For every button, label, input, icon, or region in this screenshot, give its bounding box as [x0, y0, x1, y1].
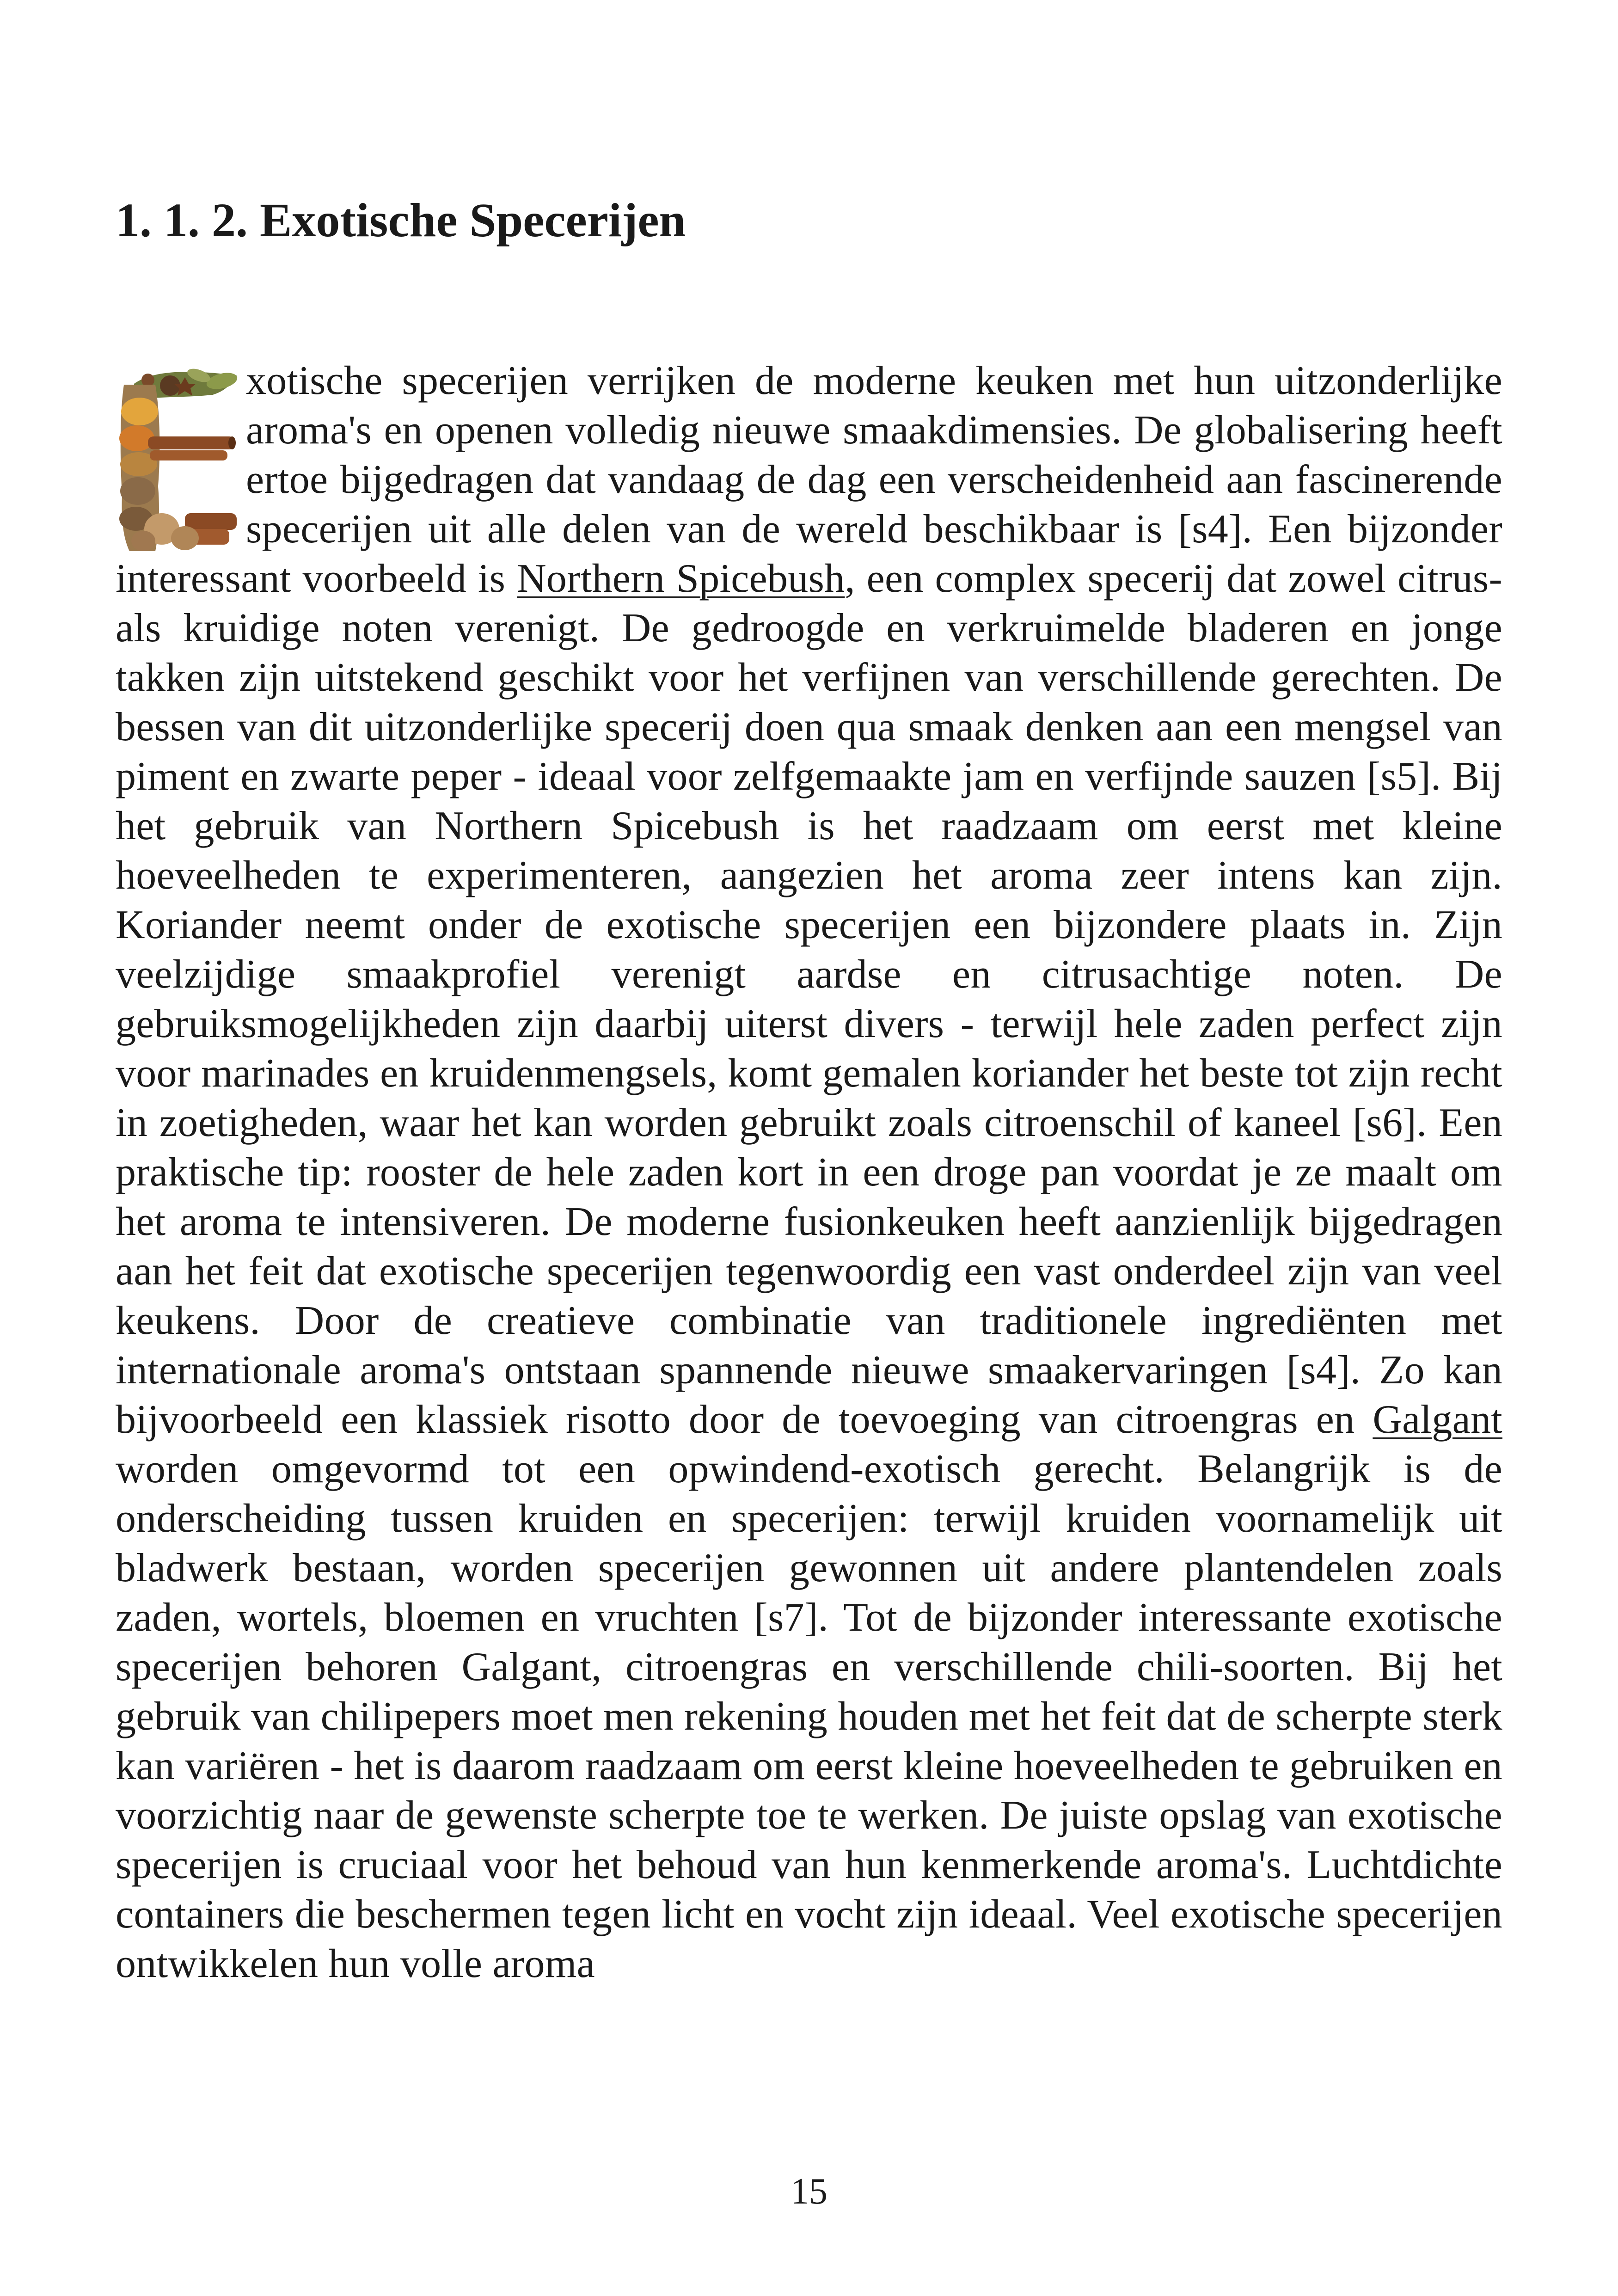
galgant-link[interactable]: Galgant	[1373, 1397, 1502, 1442]
article-text-2: , een complex specerij dat zowel citrus- als kruidige noten verenigt. De gedroogde en verkruimelde bladeren en jonge takken zijn uitstekend geschikt voor het verfijnen van verschillende gerechten. De bessen van dit uitzonderlijke specerij doen qua smaak denken aan een mengsel van piment en zwarte peper - ideaal voor zelfgemaakte jam en verfijnde sauzen [s5]. Bij het gebruik van Northern Spicebush is het raadzaam om eerst met kleine hoeveelheden te experimenteren, aangezien het aroma zeer intens kan zijn. Koriander neemt onder de exotische specerijen een bijzondere plaats in. Zijn veelzijdige smaakprofiel verenigt aardse en citrusachtige noten. De gebruiksmogelijkheden zijn daarbij uiterst divers - terwijl hele zaden perfect zijn voor marinades en kruidenmengsels, komt gemalen koriander het beste tot zijn recht in zoetigheden, waar het kan worden gebruikt zoals citroenschil of kaneel [s6]. Een praktische tip: rooster de hele zaden kort in een droge pan voordat je ze maalt om het aroma te intensiveren. De moderne fusionkeuken heeft aanzienlijk bijgedragen aan het feit dat exotische specerijen tegenwoordig een vast onderdeel zijn van veel keukens. Door de creatieve combinatie van traditionele ingrediënten met internationale aroma's ontstaan spannende nieuwe smaakervaringen [s4]. Zo kan bijvoorbeeld een klassiek risotto door de toevoeging van citroengras en	[116, 556, 1502, 1442]
article-text-3: worden omgevormd tot een opwindend-exotisch gerecht. Belangrijk is de onderscheiding tussen kruiden en specerijen: terwijl kruiden voornamelijk uit bladwerk bestaan, worden specerijen gewonnen uit andere plantendelen zoals zaden, wortels, bloemen en vruchten [s7]. Tot de bijzonder interessante exotische specerijen behoren Galgant, citroengras en verschillende chili-soorten. Bij het gebruik van chilipepers moet men rekening houden met het feit dat de scherpte sterk kan variëren - het is daarom raadzaam om eerst kleine hoeveelheden te gebruiken en voorzichtig naar de gewenste scherpte toe te werken. De juiste opslag van exotische specerijen is cruciaal voor het behoud van hun kenmerkende aroma's. Luchtdichte containers die beschermen tegen licht en vocht zijn ideaal. Veel exotische specerijen ontwikkelen hun volle aroma	[116, 1447, 1502, 1986]
page-number: 15	[791, 2171, 827, 2212]
article-body	[116, 356, 1502, 1989]
spice-letter-e-icon	[116, 357, 239, 553]
section-heading: 1. 1. 2. Exotische Specerijen	[116, 194, 686, 247]
northern-spicebush-link[interactable]: Northern Spicebush	[517, 556, 845, 601]
article-text-1: xotische specerijen verrijken de moderne keuken met hun uitzonderlijke aroma's en openen volledig nieuwe smaakdimensies. De globalisering heeft ertoe bijgedragen dat vandaag de dag een verscheidenheid aan fascinerende specerijen uit alle delen van de wereld beschikbaar is [s4]. Een bijzonder interessant voorbeeld is	[116, 358, 1502, 601]
